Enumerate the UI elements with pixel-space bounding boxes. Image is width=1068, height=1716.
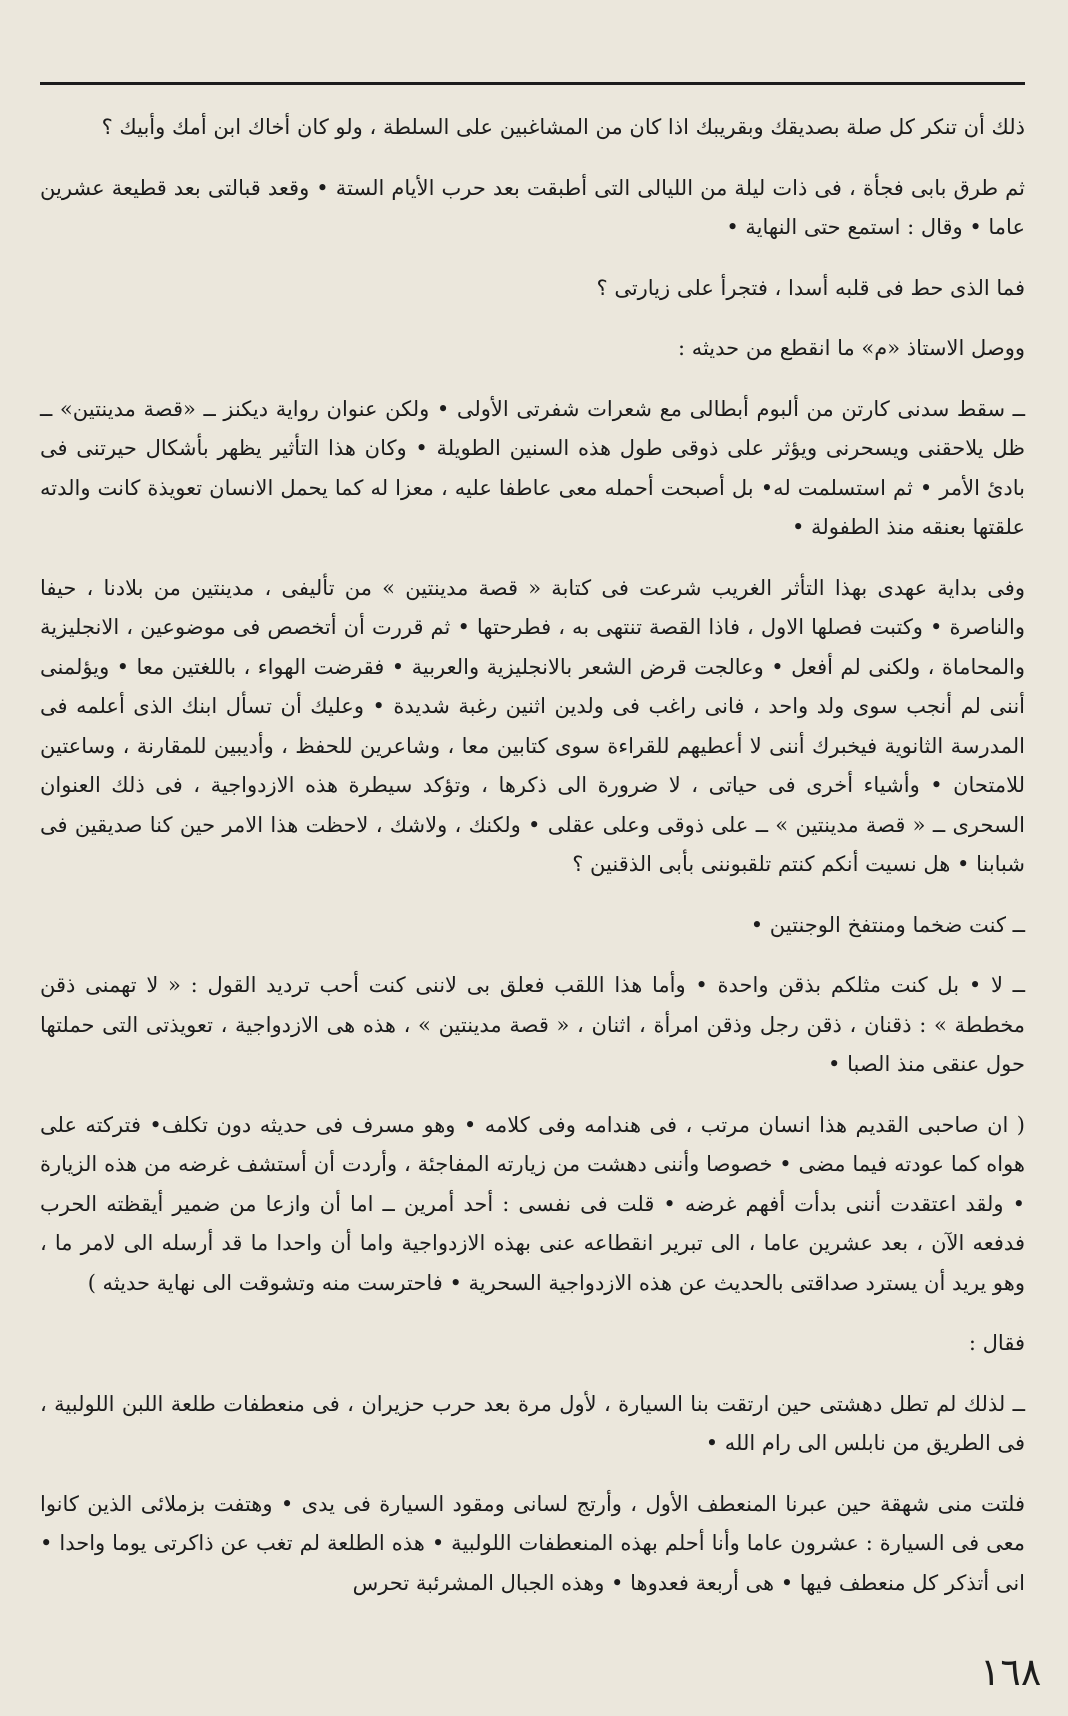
paragraph: ــ لا • بل كنت مثلكم بذقن واحدة • وأما هذا اللقب فعلق بى لاننى كنت أحب ترديد القول : « لا تهمنى ذقن مخططة » : ذقنان ، ذقن رجل وذقن امرأة ، اثنان ، « قصة مدينتين » ، هذه هى الازدواجية ، تعويذتى التى حملتها حول عنقى منذ الصبا • — [40, 973, 1025, 1076]
paragraph: ــ لذلك لم تطل دهشتى حين ارتقت بنا السيارة ، لأول مرة بعد حرب حزيران ، فى منعطفات طلعة اللبن اللولبية ، فى الطريق من نابلس الى رام الله • — [40, 1391, 1025, 1455]
paragraph: فما الذى حط فى قلبه أسدا ، فتجرأ على زيارتى ؟ — [596, 275, 1025, 300]
paragraph: فلتت منى شهقة حين عبرنا المنعطف الأول ، وأرتج لسانى ومقود السيارة فى يدى • وهتفت بزملائى الذين كانوا معى فى السيارة : عشرون عاما وأنا أحلم بهذه المنعطفات اللولبية • هذه الطلعة لم تغب عن ذاكرتى يوما واحدا • انى أتذكر كل منعطف فيها • هى أربعة فعدوها • وهذه الجبال المشرئبة تحرس — [40, 1491, 1025, 1595]
header-rule — [40, 82, 1025, 85]
page-number: ١٦٨ — [980, 1650, 1042, 1694]
paragraph: ــ كنت ضخما ومنتفخ الوجنتين • — [750, 912, 1025, 937]
paragraph: ــ سقط سدنى كارتن من ألبوم أبطالى مع شعرات شفرتى الأولى • ولكن عنوان رواية ديكنز ــ «قصة مدينتين» ــ ظل يلاحقنى ويسحرنى ويؤثر على ذوقى طول هذه السنين الطويلة • وكان هذا التأثير يظهر بأشكال حيرتنى فى بادئ الأمر • ثم استسلمت له• بل أصبحت أحمله معى عاطفا عليه ، معزا له كما يحمل الانسان تعويذة كانت والدته علقتها بعنقه منذ الطفولة • — [40, 396, 1025, 539]
paragraph: وفى بداية عهدى بهذا التأثر الغريب شرعت فى كتابة « قصة مدينتين » من تأليفى ، مدينتين من بلادنا ، حيفا والناصرة • وكتبت فصلها الاول ، فاذا القصة تنتهى به ، فطرحتها • ثم قررت أن أتخصص فى موضوعين ، الانجليزية والمحاماة ، ولكنى لم أفعل • وعالجت قرض الشعر بالانجليزية والعربية • فقرضت الهواء ، باللغتين معا • ويؤلمنى أننى لم أنجب سوى ولد واحد ، فانى راغب فى ولدين اثنين رغبة شديدة • وعليك أن تسأل ابنك الذى أعلمه فى المدرسة الثانوية فيخبرك أننى لا أعطيهم للقراءة سوى كتابين معا ، وشاعرين للحفظ ، وأديبين للمقارنة ، وساعتين للامتحان • وأشياء أخرى فى حياتى ، لا ضرورة الى ذكرها ، وتؤكد سيطرة هذه الازدواجية ، فى ذلك العنوان السحرى ــ « قصة مدينتين » ــ على ذوقى وعلى عقلى • ولكنك ، ولاشك ، لاحظت هذا الامر حين كنا صديقين فى شبابنا • هل نسيت أنكم كنتم تلقبوننى بأبى الذقنين ؟ — [40, 575, 1025, 876]
paragraph: فقال : — [968, 1331, 1025, 1355]
paragraph: ( ان صاحبى القديم هذا انسان مرتب ، فى هندامه وفى كلامه • وهو مسرف فى حديثه دون تكلف• فتركته على هواه كما عودته فيما مضى • خصوصا وأننى دهشت من زيارته المفاجئة ، وأردت أن أستشف غرضه من هذه الزيارة • ولقد اعتقدت أننى بدأت أفهم غرضه • قلت فى نفسى : أحد أمرين ــ اما أن وازعا من ضمير أيقظته الحرب فدفعه الآن ، بعد عشرين عاما ، الى تبرير انقطاعه عنى بهذه الازدواجية واما أن واحدا ما قد أرسله الى لامر ما ، وهو يريد أن يسترد صداقتى بالحديث عن هذه الازدواجية السحرية • فاحترست منه وتشوقت الى نهاية حديثه ) — [40, 1112, 1025, 1295]
body-text — [40, 108, 1025, 1624]
paragraph: ثم طرق بابى فجأة ، فى ذات ليلة من الليالى التى أطبقت بعد حرب الأيام الستة • وقعد قبالتى بعد قطيعة عشرين عاما • وقال : استمع حتى النهاية • — [40, 175, 1025, 239]
paragraph: ذلك أن تنكر كل صلة بصديقك وبقريبك اذا كان من المشاغبين على السلطة ، ولو كان أخاك ابن أمك وأبيك ؟ — [101, 115, 1025, 139]
paragraph: ووصل الاستاذ «م» ما انقطع من حديثه : — [677, 336, 1025, 360]
